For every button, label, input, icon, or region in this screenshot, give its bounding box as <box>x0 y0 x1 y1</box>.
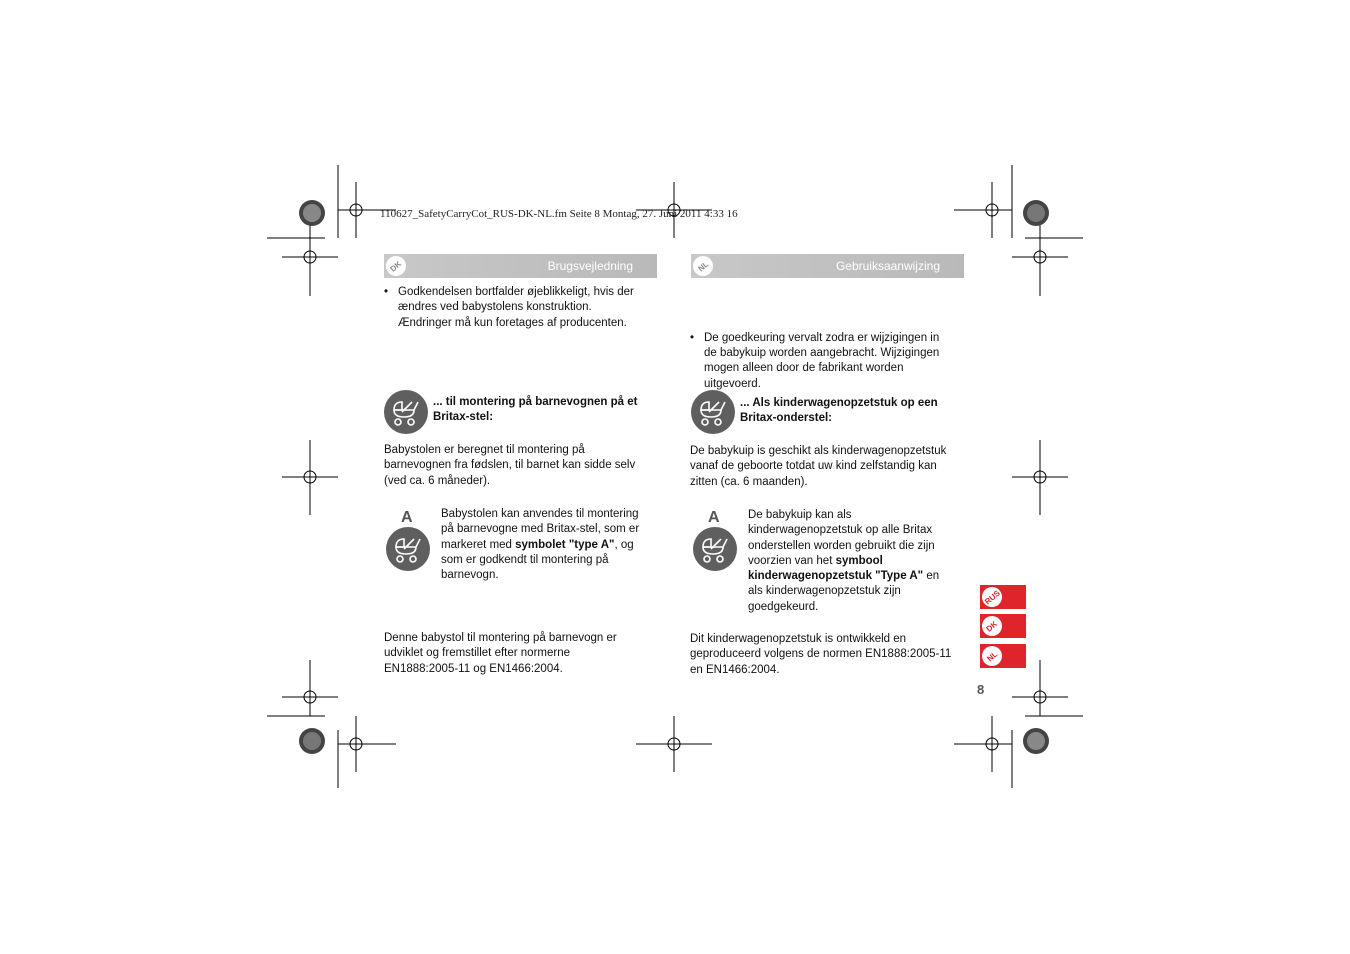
lang-tab-rus[interactable] <box>980 585 1026 609</box>
lang-tab-nl[interactable] <box>980 644 1026 668</box>
pram-type-a-icon <box>386 527 430 571</box>
paragraph-type-a: De babykuip kan als kinderwagenopzetstuk op alle Britax onderstellen worden gebruikt die zijn voorzien van het symbool kinderwagenopzetstuk "Type A" en als kinderwagenopzetstuk zijn goedgekeurd. <box>748 509 940 613</box>
pram-icon <box>384 390 428 434</box>
type-a-letter: A <box>708 509 720 526</box>
section-header-bar-nl <box>691 254 964 278</box>
lang-tab-badge: DK <box>982 616 1002 636</box>
section-title: ... til montering på barnevognen på et Britax-stel: <box>433 396 638 424</box>
type-a-letter: A <box>401 509 413 526</box>
pram-type-a-icon <box>693 527 737 571</box>
print-header: 110627_SafetyCarryCot_RUS-DK-NL.fm Seite 8 Montag, 27. Juni 2011 4:33 16 <box>380 208 738 220</box>
paragraph-norms: Denne babystol til montering på barnevogn er udviklet og fremstillet efter normerne EN1888:2005-11 og EN1466:2004. <box>384 632 617 675</box>
lang-tab-badge: RUS <box>982 588 1002 606</box>
page-number: 8 <box>977 682 985 697</box>
header-bar-title: Gebruiksaanwijzing <box>835 259 940 273</box>
section-header-bar-dk <box>384 254 657 278</box>
bullet-item: • Godkendelsen bortfalder øjeblikkeligt, hvis der ændres ved babystolens konstruktion. Ændringer må kun foretages af producenten. <box>384 286 634 329</box>
lang-tab-dk[interactable] <box>980 614 1026 638</box>
lang-tab-badge: NL <box>982 646 1002 666</box>
section-title: ... Als kinderwagenopzetstuk op een Britax-onderstel: <box>740 397 938 425</box>
lang-badge-nl: NL <box>693 256 713 276</box>
pram-icon <box>691 390 735 434</box>
lang-badge-dk: DK <box>386 256 406 276</box>
paragraph-type-a: Babystolen kan anvendes til montering på barnevogne med Britax-stel, som er markeret med symbolet "type A", og som er godkendt til montering på barnevogn. <box>441 508 640 582</box>
paragraph-norms: Dit kinderwagenopzetstuk is ontwikkeld en geproduceerd volgens de normen EN1888:2005-11 en EN1466:2004. <box>690 633 952 676</box>
header-bar-title: Brugsvejledning <box>547 259 633 273</box>
paragraph: Babystolen er beregnet til montering på barnevognen fra fødslen, til barnet kan sidde selv (ved ca. 6 måneder). <box>384 444 636 487</box>
bullet-item: • De goedkeuring vervalt zodra er wijzigingen in de babykuip worden aangebracht. Wijzigingen mogen alleen door de fabrikant worden uitgevoerd. <box>690 331 940 390</box>
paragraph: De babykuip is geschikt als kinderwagenopzetstuk vanaf de geboorte totdat uw kind zelfstandig kan zitten (ca. 6 maanden). <box>690 445 947 488</box>
